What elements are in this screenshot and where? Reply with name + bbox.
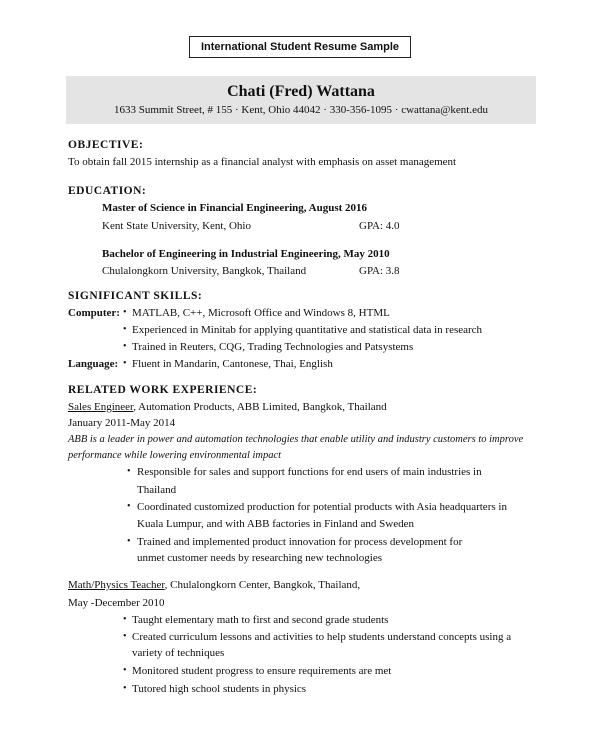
- job-bullet: Monitored student progress to ensure requirements are met: [132, 665, 392, 677]
- degree-school: Chulalongkorn University, Bangkok, Thailand: [102, 265, 307, 277]
- degree-title: Master of Science in Financial Engineering, August 2016: [102, 202, 368, 214]
- job-bullet-cont: Kuala Lumpur, and with ABB factories in Finland and Sweden: [137, 518, 414, 530]
- job-bullet-cont: unmet customer needs by researching new technologies: [137, 552, 382, 564]
- education-heading: EDUCATION:: [68, 185, 147, 197]
- work-heading: RELATED WORK EXPERIENCE:: [68, 384, 258, 396]
- bullet-icon: •: [123, 341, 127, 352]
- computer-skills-label: Computer:: [68, 307, 120, 319]
- bullet-icon: •: [127, 536, 131, 547]
- degree-title: Bachelor of Engineering in Industrial Engineering, May 2010: [102, 248, 390, 260]
- degree-gpa: GPA: 3.8: [359, 265, 400, 277]
- job-title: Sales Engineer: [68, 401, 134, 413]
- objective-heading: OBJECTIVE:: [68, 139, 144, 151]
- job-dates: January 2011-May 2014: [68, 417, 176, 429]
- language-skills-label: Language:: [68, 358, 119, 370]
- job-employer: , Chulalongkorn Center, Bangkok, Thailand,: [164, 579, 361, 591]
- job-bullet: Tutored high school students in physics: [132, 683, 307, 695]
- bullet-icon: •: [123, 631, 127, 642]
- contact-line: 1633 Summit Street, # 155 · Kent, Ohio 44042 · 330-356-1095 · cwattana@kent.edu: [114, 104, 488, 116]
- resume-header: [66, 76, 536, 124]
- skills-heading: SIGNIFICANT SKILLS:: [68, 290, 203, 302]
- job-bullet: Trained and implemented product innovation for process development for: [137, 536, 463, 548]
- skill-item: Experienced in Minitab for applying quantitative and statistical data in research: [132, 324, 483, 336]
- bullet-icon: •: [127, 466, 131, 477]
- skill-item: Trained in Reuters, CQG, Trading Technologies and Patsystems: [132, 341, 414, 353]
- bullet-icon: •: [123, 683, 127, 694]
- bullet-icon: •: [123, 358, 127, 369]
- degree-school: Kent State University, Kent, Ohio: [102, 220, 251, 232]
- job-bullet: Taught elementary math to first and second grade students: [132, 614, 389, 626]
- skill-item: Fluent in Mandarin, Cantonese, Thai, English: [132, 358, 333, 370]
- bullet-icon: •: [127, 501, 131, 512]
- sample-title: International Student Resume Sample: [189, 36, 411, 58]
- job-title-line: [68, 400, 387, 414]
- job-bullet: Responsible for sales and support functions for end users of main industries in: [137, 466, 482, 478]
- bullet-icon: •: [123, 307, 127, 318]
- candidate-name: Chati (Fred) Wattana: [227, 83, 375, 100]
- job-dates: May -December 2010: [68, 597, 165, 609]
- job-description: ABB is a leader in power and automation technologies that enable utility and industry customers to improve: [68, 434, 524, 445]
- job-employer: , Automation Products, ABB Limited, Bangkok, Thailand: [133, 401, 387, 413]
- degree-gpa: GPA: 4.0: [359, 220, 400, 232]
- job-title-line: [68, 578, 360, 592]
- bullet-icon: •: [123, 614, 127, 625]
- objective-text: To obtain fall 2015 internship as a financial analyst with emphasis on asset management: [68, 156, 457, 168]
- job-description: performance while lowering environmental impact: [68, 450, 282, 461]
- bullet-icon: •: [123, 665, 127, 676]
- job-bullet-cont: Thailand: [137, 484, 177, 496]
- job-bullet: Created curriculum lessons and activities to help students understand concepts using a: [132, 631, 512, 643]
- job-title: Math/Physics Teacher: [68, 579, 165, 591]
- skill-item: MATLAB, C++, Microsoft Office and Windows 8, HTML: [132, 307, 390, 319]
- job-bullet: Coordinated customized production for potential products with Asia headquarters in: [137, 501, 507, 513]
- bullet-icon: •: [123, 324, 127, 335]
- job-bullet-cont: variety of techniques: [132, 647, 225, 659]
